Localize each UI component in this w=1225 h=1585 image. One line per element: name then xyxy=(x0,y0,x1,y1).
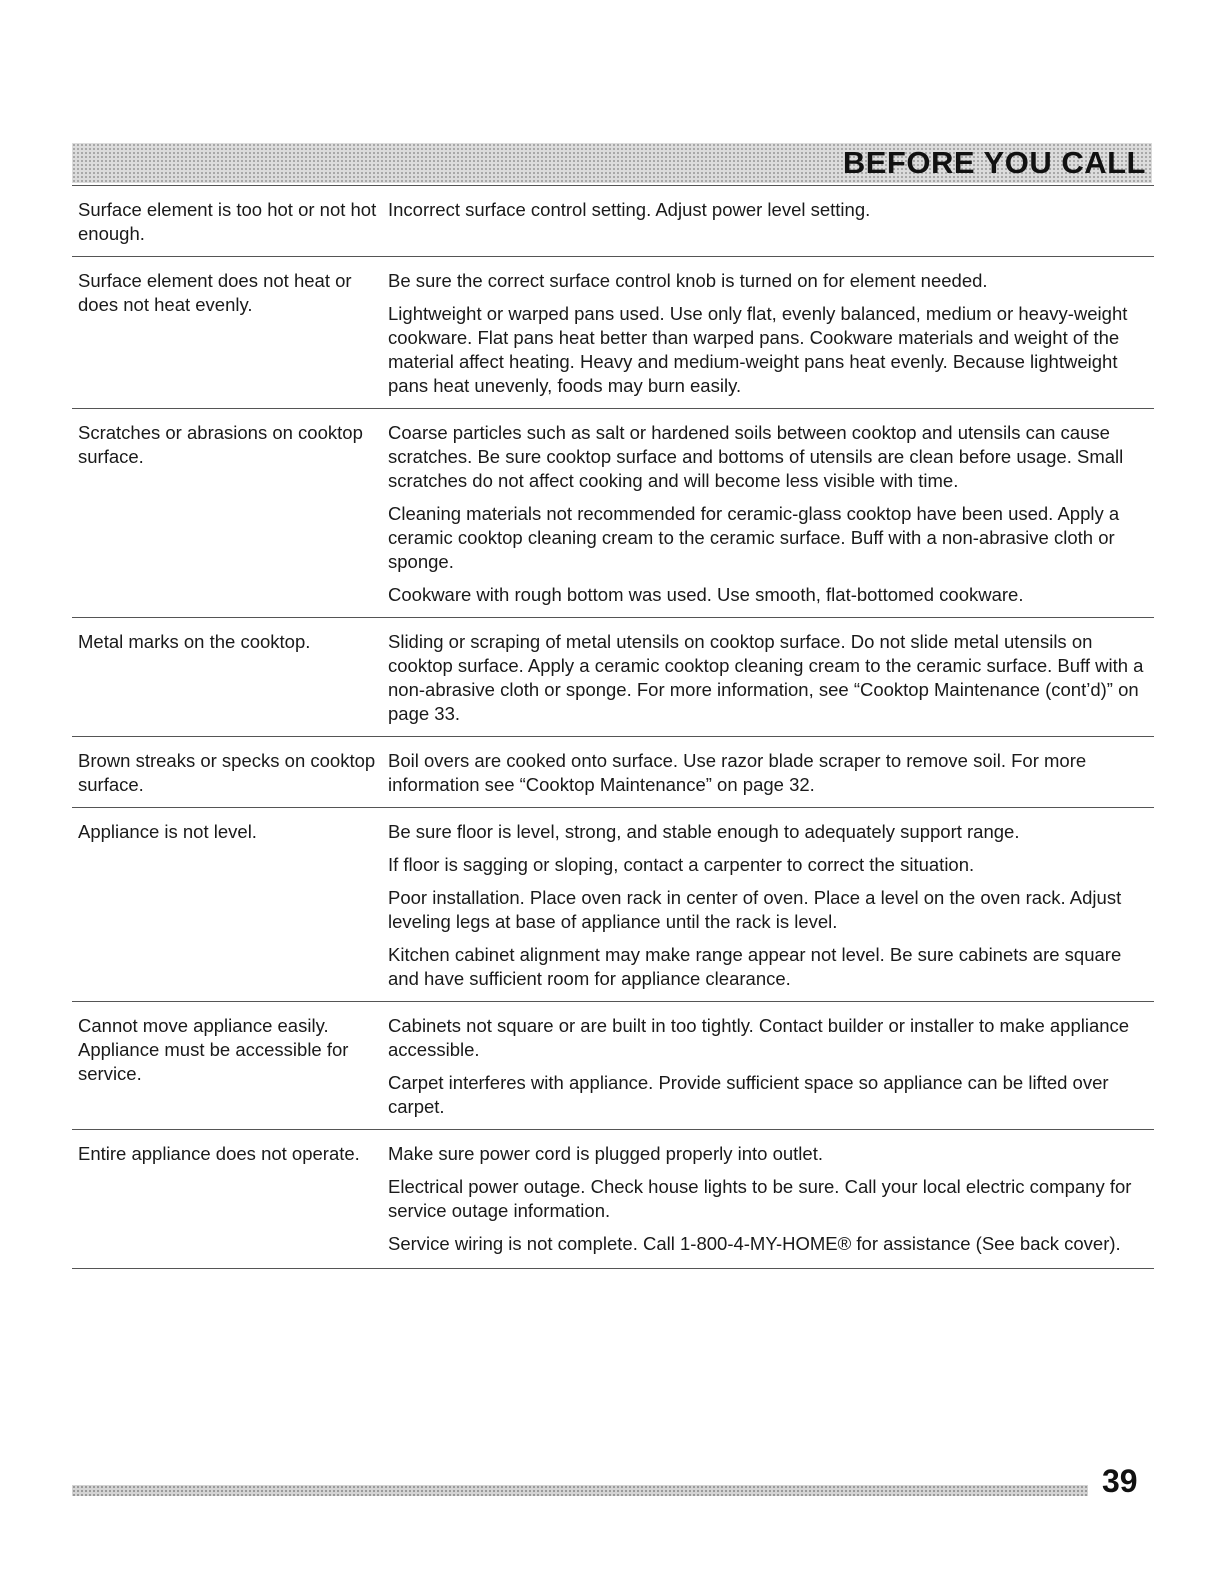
troubleshooting-table xyxy=(72,185,1154,1269)
solution-text: Make sure power cord is plugged properly into outlet. xyxy=(388,1143,823,1164)
table-row xyxy=(72,1129,1154,1269)
table-row xyxy=(72,185,1154,256)
problem-cell: Metal marks on the cooktop. xyxy=(78,631,311,652)
solutions-cell xyxy=(388,269,1154,398)
section-header-bar xyxy=(72,143,1152,183)
solutions-cell xyxy=(388,421,1154,607)
problem-cell: Appliance is not level. xyxy=(78,821,257,842)
table-row xyxy=(72,736,1154,807)
solutions-cell xyxy=(388,198,1154,246)
solution-text: Incorrect surface control setting. Adjust power level setting. xyxy=(388,199,871,220)
solution-text: Boil overs are cooked onto surface. Use razor blade scraper to remove soil. For more information see “Cooktop Maintenance” on page 32. xyxy=(388,750,1087,795)
solutions-cell xyxy=(388,1142,1154,1256)
solution-text: Service wiring is not complete. Call 1-800-4-MY-HOME® for assistance (See back cover). xyxy=(388,1233,1121,1254)
table-row xyxy=(72,1001,1154,1129)
problem-cell: Entire appliance does not operate. xyxy=(78,1143,360,1164)
solution-text: Be sure the correct surface control knob is turned on for element needed. xyxy=(388,270,988,291)
solution-text: Coarse particles such as salt or hardened soils between cooktop and utensils can cause scratches. Be sure cooktop surface and bottoms of utensils are clean before usage. Small scratches do not affect cooking and will become less visible with time. xyxy=(388,422,1124,491)
solution-text: Sliding or scraping of metal utensils on cooktop surface. Do not slide metal utensils on cooktop surface. Apply a ceramic cooktop cleaning cream to the ceramic surface. Buff with a non-abrasive cloth or sponge. For more information, see “Cooktop Maintenance (cont’d)” on page 33. xyxy=(388,631,1144,724)
problem-cell: Surface element does not heat or does not heat evenly. xyxy=(78,270,352,315)
solution-text: Poor installation. Place oven rack in center of oven. Place a level on the oven rack. Adjust leveling legs at base of appliance until the rack is level. xyxy=(388,887,1122,932)
problem-cell: Brown streaks or specks on cooktop surface. xyxy=(78,750,376,795)
footer-bar xyxy=(72,1485,1088,1496)
solution-text: Carpet interferes with appliance. Provide sufficient space so appliance can be lifted over carpet. xyxy=(388,1072,1109,1117)
solutions-cell xyxy=(388,1014,1154,1119)
solutions-cell xyxy=(388,630,1154,726)
solution-text: Cleaning materials not recommended for ceramic-glass cooktop have been used. Apply a ceramic cooktop cleaning cream to the ceramic surface. Buff with a non-abrasive cloth or sponge. xyxy=(388,503,1120,572)
problem-cell: Scratches or abrasions on cooktop surface. xyxy=(78,422,363,467)
page-number: 39 xyxy=(1102,1463,1138,1499)
table-row xyxy=(72,256,1154,408)
solution-text: Be sure floor is level, strong, and stable enough to adequately support range. xyxy=(388,821,1020,842)
solutions-cell xyxy=(388,749,1154,797)
solution-text: Kitchen cabinet alignment may make range appear not level. Be sure cabinets are square and have sufficient room for appliance clearance. xyxy=(388,944,1122,989)
solution-text: Cookware with rough bottom was used. Use smooth, flat-bottomed cookware. xyxy=(388,584,1024,605)
table-row xyxy=(72,408,1154,617)
solution-text: Electrical power outage. Check house lights to be sure. Call your local electric company for service outage information. xyxy=(388,1176,1132,1221)
solutions-cell xyxy=(388,820,1154,991)
solution-text: Lightweight or warped pans used. Use only flat, evenly balanced, medium or heavy-weight cookware. Flat pans heat better than warped pans. Cookware materials and weight of the material affect heating. Heavy and medium-weight pans heat evenly. Because lightweight pans heat unevenly, foods may burn easily. xyxy=(388,303,1128,396)
table-row xyxy=(72,617,1154,736)
table-row xyxy=(72,807,1154,1001)
problem-cell: Surface element is too hot or not hot enough. xyxy=(78,199,377,244)
solution-text: If floor is sagging or sloping, contact a carpenter to correct the situation. xyxy=(388,854,975,875)
solution-text: Cabinets not square or are built in too tightly. Contact builder or installer to make appliance accessible. xyxy=(388,1015,1130,1060)
page-title: BEFORE YOU CALL xyxy=(842,145,1146,180)
problem-cell: Cannot move appliance easily. Appliance must be accessible for service. xyxy=(78,1015,349,1084)
